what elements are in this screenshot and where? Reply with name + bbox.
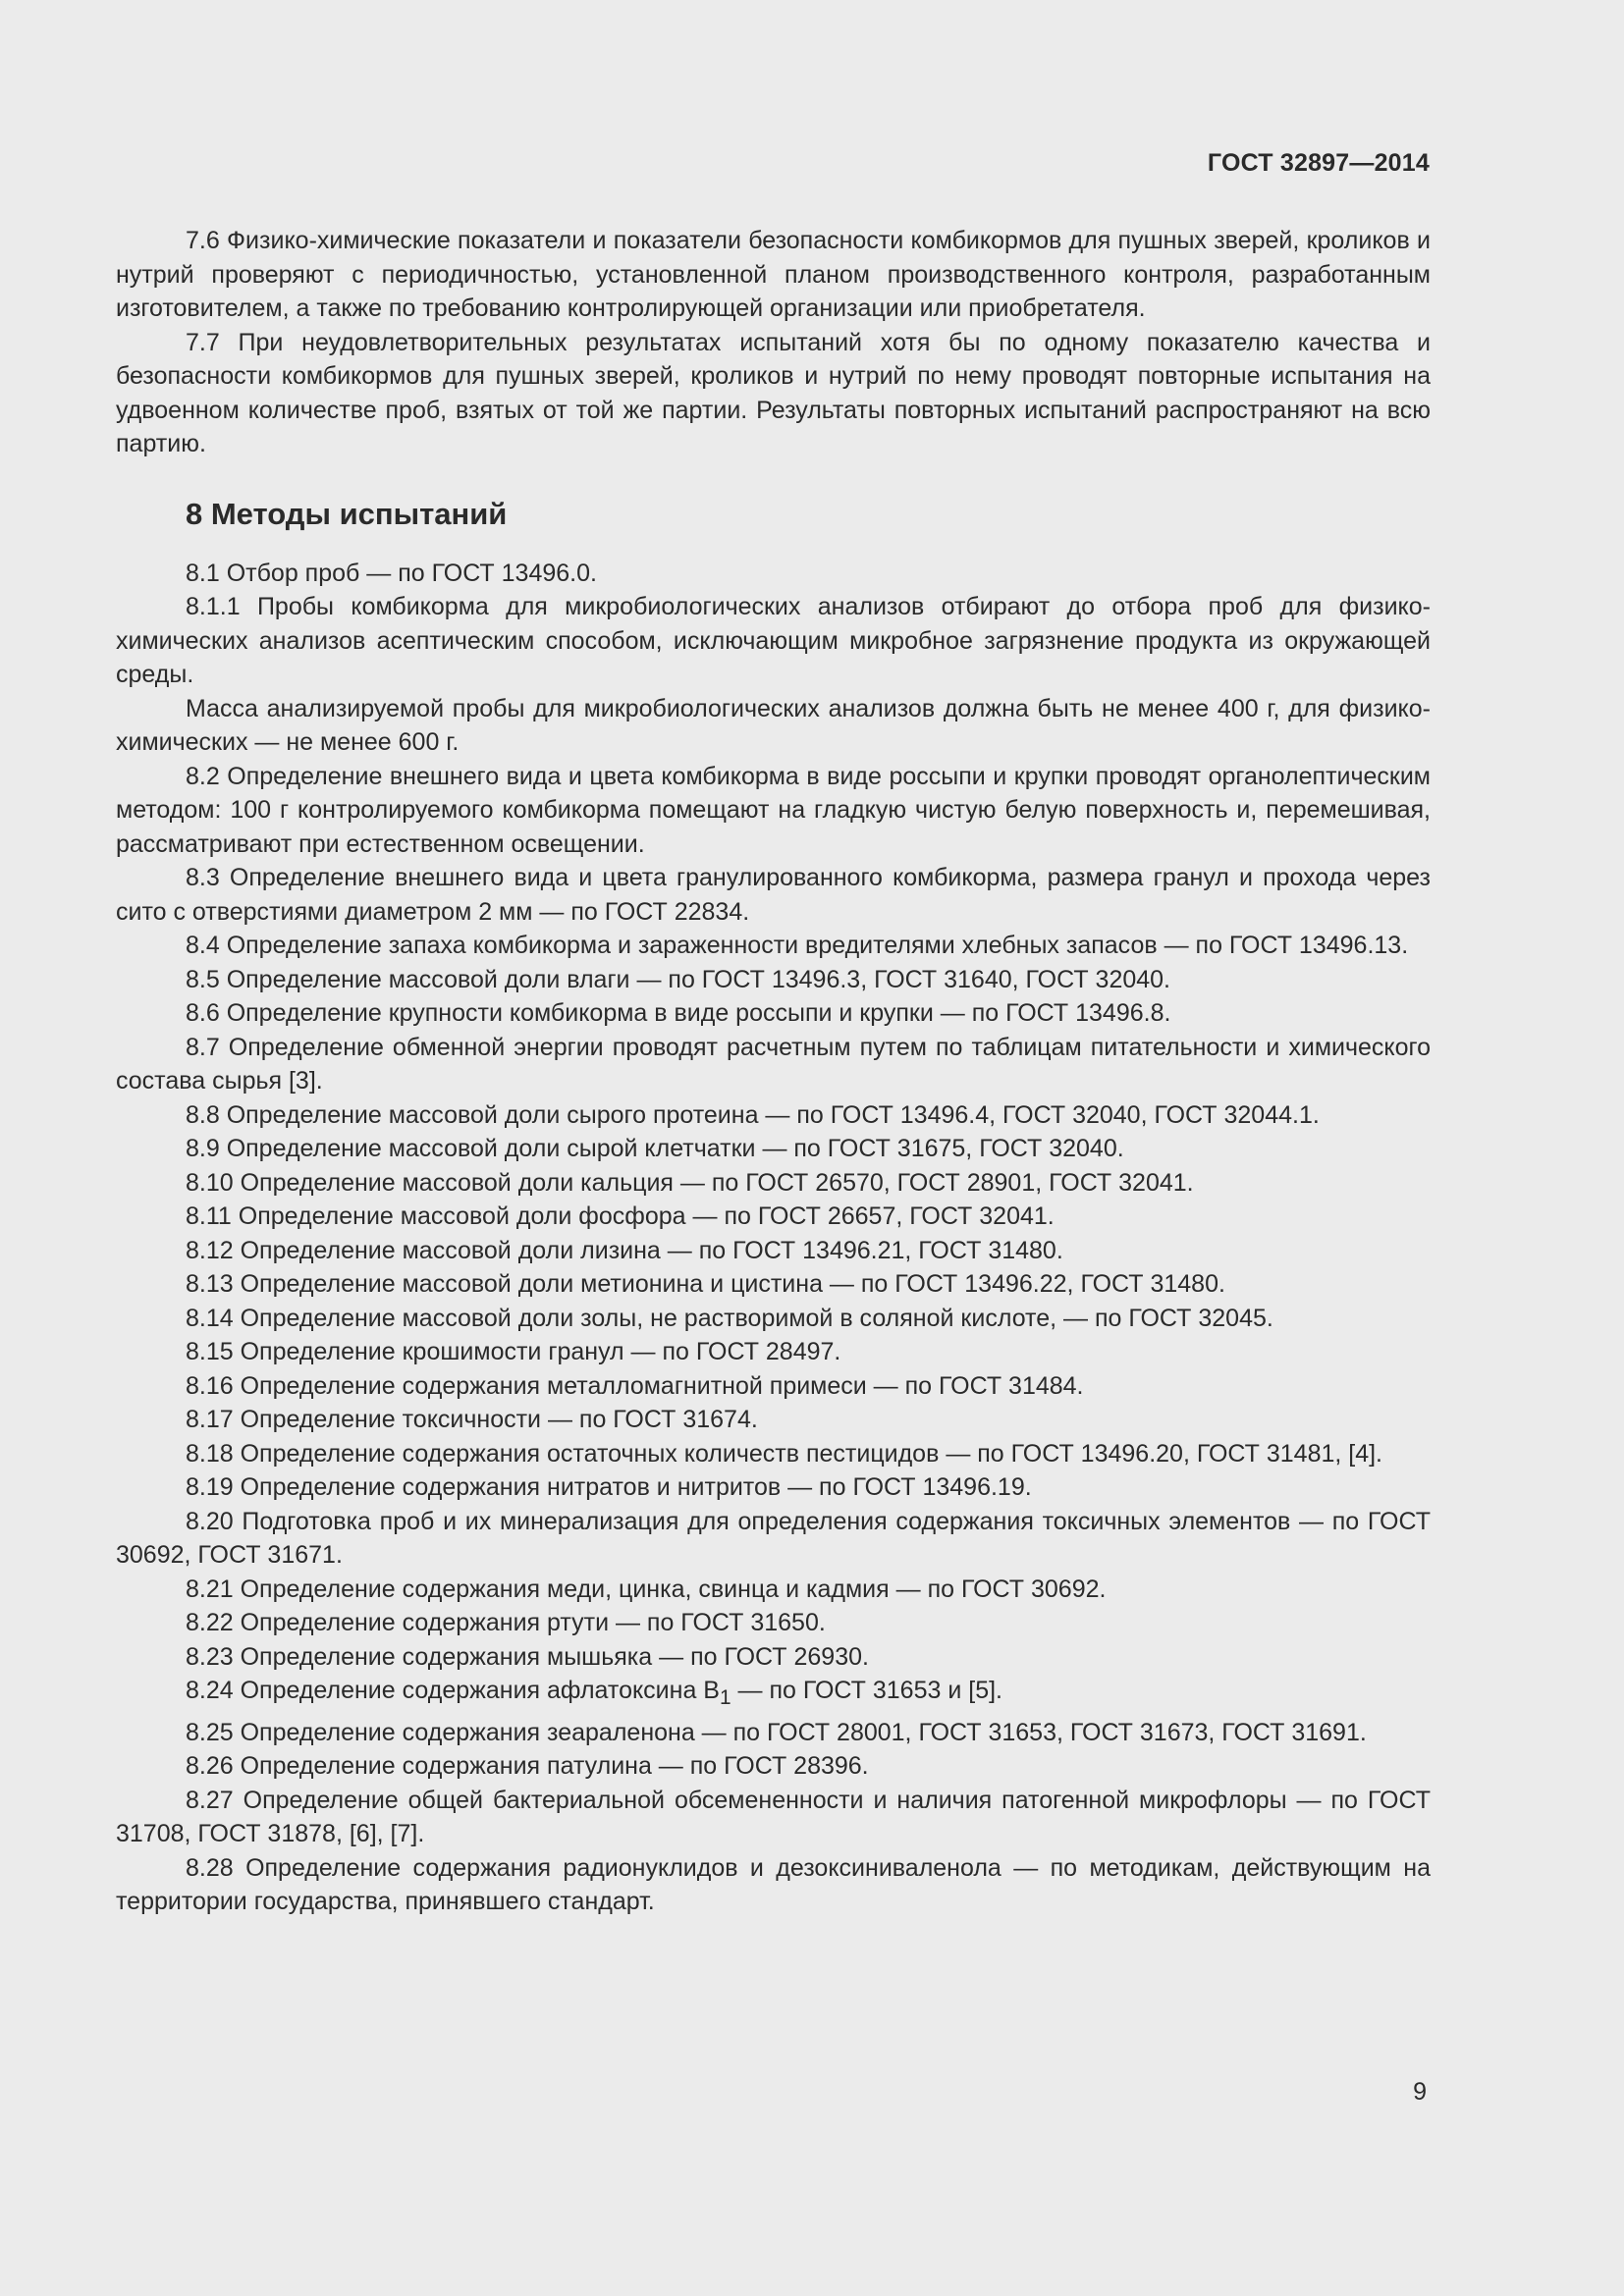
paragraph-8-22: 8.22 Определение содержания ртути — по ГОСТ 31650. (186, 1609, 826, 1636)
page-content (116, 224, 1431, 1919)
paragraph-8-14: 8.14 Определение массовой доли золы, не растворимой в соляной кислоте, — по ГОСТ 32045. (186, 1304, 1273, 1332)
paragraph-8-26: 8.26 Определение содержания патулина — по ГОСТ 28396. (186, 1752, 869, 1780)
paragraph-8-25: 8.25 Определение содержания зеараленона — по ГОСТ 28001, ГОСТ 31653, ГОСТ 31673, ГОСТ 31691. (186, 1718, 1367, 1746)
paragraph-8-21: 8.21 Определение содержания меди, цинка, свинца и кадмия — по ГОСТ 30692. (186, 1575, 1107, 1603)
paragraph-8-2: 8.2 Определение внешнего вида и цвета комбикорма в виде россыпи и крупки проводят органолептическим методом: 100 г контролируемого комбикорма помещают на гладкую чистую белую поверхность и, перемешивая, рассматривают при естественном освещении. (116, 762, 1431, 858)
paragraph-8-4: 8.4 Определение запаха комбикорма и зараженности вредителями хлебных запасов — по ГОСТ 13496.13. (186, 932, 1409, 959)
paragraph-8-1-mass: Масса анализируемой пробы для микробиологических анализов должна быть не менее 400 г, для физико-химических — не менее 600 г. (116, 694, 1431, 756)
paragraph-8-19: 8.19 Определение содержания нитратов и нитритов — по ГОСТ 13496.19. (186, 1473, 1032, 1501)
paragraph-8-9: 8.9 Определение массовой доли сырой клетчатки — по ГОСТ 31675, ГОСТ 32040. (186, 1135, 1124, 1162)
paragraph-8-18: 8.18 Определение содержания остаточных количеств пестицидов — по ГОСТ 13496.20, ГОСТ 31481, [4]. (186, 1439, 1383, 1468)
paragraph-8-1-1: 8.1.1 Пробы комбикорма для микробиологических анализов отбирают до отбора проб для физико-химических анализов асептическим способом, исключающим микробное загрязнение продукта из окружающей среды. (116, 593, 1431, 688)
paragraph-8-1: 8.1 Отбор проб — по ГОСТ 13496.0. (186, 559, 597, 587)
paragraph-8-13: 8.13 Определение массовой доли метионина и цистина — по ГОСТ 13496.22, ГОСТ 31480. (186, 1270, 1225, 1298)
paragraph-8-8: 8.8 Определение массовой доли сырого протеина — по ГОСТ 13496.4, ГОСТ 32040, ГОСТ 32044.1. (186, 1100, 1320, 1129)
paragraph-7-7: 7.7 При неудовлетворительных результатах испытаний хотя бы по одному показателю качества и безопасности комбикормов для пушных зверей, кроликов и нутрий по нему проводят повторные испытания на удвоенном количестве проб, взятых от той же партии. Результаты повторных испытаний распространяют на всю партию. (116, 328, 1431, 457)
paragraph-8-16: 8.16 Определение содержания металломагнитной примеси — по ГОСТ 31484. (186, 1371, 1084, 1400)
paragraph-8-24-text: 8.24 Определение содержания афлатоксина B (186, 1677, 720, 1704)
paragraph-8-5: 8.5 Определение массовой доли влаги — по ГОСТ 13496.3, ГОСТ 31640, ГОСТ 32040. (186, 965, 1171, 993)
paragraph-8-24-reference: — по ГОСТ 31653 и [5]. (731, 1677, 1002, 1704)
paragraph-8-15: 8.15 Определение крошимости гранул — по ГОСТ 28497. (186, 1338, 841, 1365)
paragraph-8-3: 8.3 Определение внешнего вида и цвета гранулированного комбикорма, размера гранул и прохода через сито с отверстиями диаметром 2 мм — по ГОСТ 22834. (116, 864, 1431, 926)
paragraph-8-24 (116, 1674, 1431, 1716)
paragraph-8-7: 8.7 Определение обменной энергии проводят расчетным путем по таблицам питательности и химического состава сырья [3]. (116, 1033, 1431, 1095)
paragraph-7-6: 7.6 Физико-химические показатели и показатели безопасности комбикормов для пушных зверей, кроликов и нутрий проверяют с периодичностью, установленной планом производственного контроля, разработанным изготовителем, а также по требованию контролирующей организации или приобретателя. (116, 227, 1431, 322)
paragraph-8-12: 8.12 Определение массовой доли лизина — по ГОСТ 13496.21, ГОСТ 31480. (186, 1236, 1063, 1264)
paragraph-8-6: 8.6 Определение крупности комбикорма в виде россыпи и крупки — по ГОСТ 13496.8. (186, 999, 1171, 1027)
paragraph-8-28: 8.28 Определение содержания радионуклидов и дезоксиниваленола — по методикам, действующим на территории государства, принявшего стандарт. (116, 1853, 1431, 1915)
page-number: 9 (1413, 2078, 1427, 2106)
paragraph-8-10: 8.10 Определение массовой доли кальция — по ГОСТ 26570, ГОСТ 28901, ГОСТ 32041. (186, 1168, 1194, 1197)
paragraph-8-20: 8.20 Подготовка проб и их минерализация для определения содержания токсичных элементов — по ГОСТ 30692, ГОСТ 31671. (116, 1507, 1431, 1569)
section-8-title: 8 Методы испытаний (186, 496, 508, 531)
document-code-header: ГОСТ 32897—2014 (1207, 149, 1430, 177)
aflatoxin-subscript: 1 (719, 1686, 731, 1709)
paragraph-8-17: 8.17 Определение токсичности — по ГОСТ 31674. (186, 1406, 758, 1433)
paragraph-8-11: 8.11 Определение массовой доли фосфора — по ГОСТ 26657, ГОСТ 32041. (186, 1202, 1055, 1230)
paragraph-8-27: 8.27 Определение общей бактериальной обсемененности и наличия патогенной микрофлоры — по ГОСТ 31708, ГОСТ 31878, [6], [7]. (116, 1786, 1431, 1847)
paragraph-8-23: 8.23 Определение содержания мышьяка — по ГОСТ 26930. (186, 1642, 869, 1671)
